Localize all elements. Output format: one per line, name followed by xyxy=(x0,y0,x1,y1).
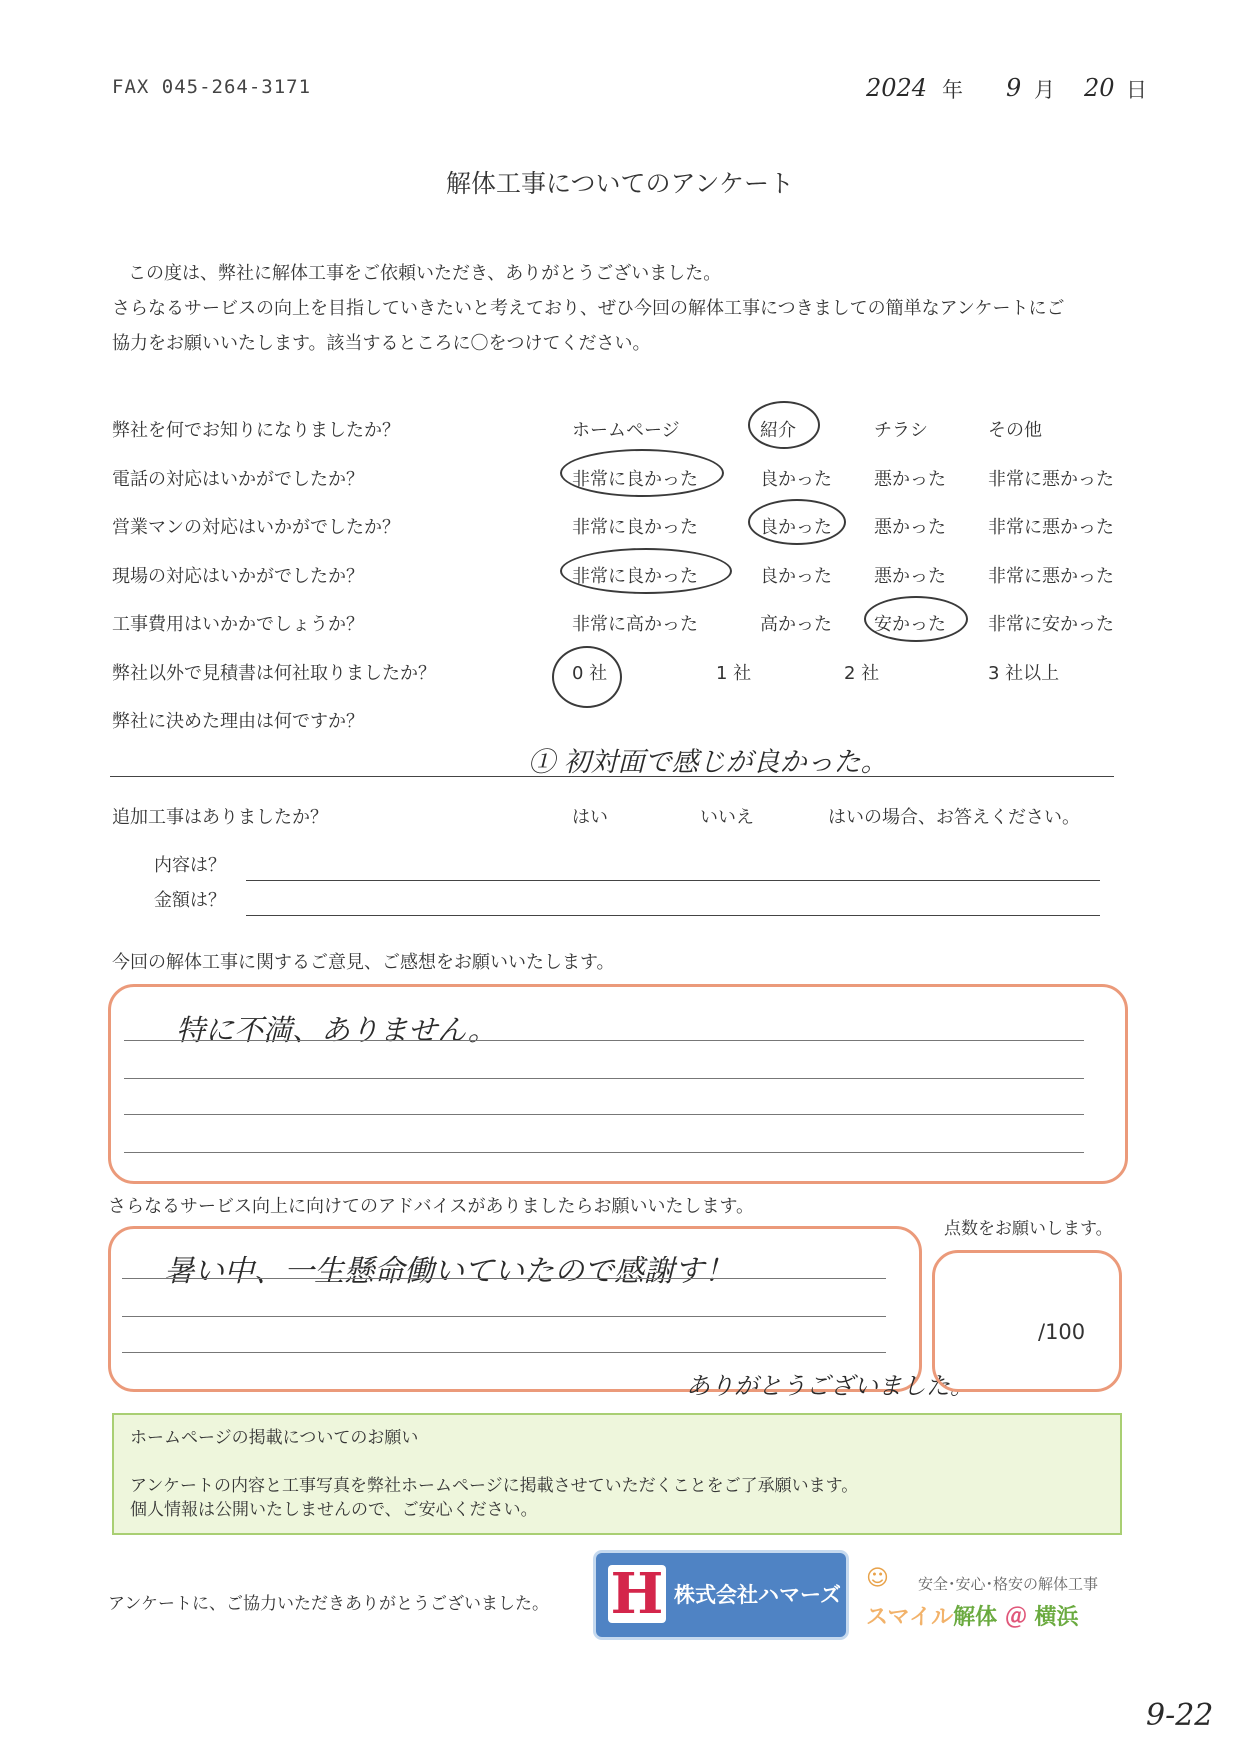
homepage-notice xyxy=(112,1413,1122,1535)
opinion-label: 今回の解体工事に関するご意見、ご感想をお願いいたします。 xyxy=(112,952,615,973)
question-label: 弊社を何でお知りになりましたか？ xyxy=(112,420,400,441)
advice-answer[interactable]: 暑い中、一生懸命働いていたので感謝す！ xyxy=(164,1254,734,1289)
date-year-unit: 年 xyxy=(942,78,963,102)
option[interactable]: 良かった xyxy=(760,566,832,587)
question-label: 工事費用はいかかでしょうか？ xyxy=(112,614,364,635)
footer-thanks: アンケートに、ご協力いただきありがとうございました。 xyxy=(108,1594,549,1614)
option[interactable]: 3 社以上 xyxy=(988,663,1060,684)
option-selected[interactable]: 紹介 xyxy=(760,420,796,441)
brand-part: 横浜 xyxy=(1034,1605,1079,1630)
selection-circle xyxy=(560,449,724,497)
reason-answer[interactable]: ① 初対面で感じが良かった。 xyxy=(528,747,888,778)
answer-line xyxy=(110,776,1114,777)
company-logo xyxy=(596,1553,846,1637)
intro-text xyxy=(112,256,1152,361)
page-title: 解体工事についてのアンケート xyxy=(445,169,794,198)
score-suffix: /100 xyxy=(1038,1320,1086,1344)
question-label: 弊社に決めた理由は何ですか？ xyxy=(112,711,364,732)
option[interactable]: 非常に悪かった xyxy=(988,566,1114,587)
option[interactable]: 悪かった xyxy=(874,517,946,538)
company-name: 株式会社ハマーズ xyxy=(674,1583,841,1607)
question-label: 電話の対応はいかがでしたか？ xyxy=(112,469,364,490)
question-label: 現場の対応はいかがでしたか？ xyxy=(112,566,364,587)
option-selected[interactable]: 0 社 xyxy=(572,663,608,684)
date-year: 2024 xyxy=(866,74,928,102)
score-box[interactable] xyxy=(932,1250,1122,1392)
brand-logo xyxy=(866,1600,1079,1631)
date-day-unit: 日 xyxy=(1126,78,1147,102)
option[interactable]: ホームページ xyxy=(572,420,680,441)
option[interactable]: 悪かった xyxy=(874,566,946,587)
option[interactable]: その他 xyxy=(988,420,1042,441)
intro-line: この度は、弊社に解体工事をご依頼いただき、ありがとうございました。 xyxy=(128,263,722,284)
option-selected[interactable]: 良かった xyxy=(760,517,832,538)
question-label: 弊社以外で見積書は何社取りましたか？ xyxy=(112,663,436,684)
option[interactable]: 非常に安かった xyxy=(988,614,1114,635)
option-selected[interactable]: 安かった xyxy=(874,614,946,635)
content-line[interactable] xyxy=(246,880,1100,881)
writing-line xyxy=(122,1316,886,1317)
intro-line: 協力をお願いいたします。該当するところに〇をつけてください。 xyxy=(112,333,651,354)
option[interactable]: 非常に良かった xyxy=(572,517,698,538)
option[interactable]: 非常に悪かった xyxy=(988,517,1114,538)
writing-line xyxy=(124,1040,1084,1041)
brand-part: 解体 xyxy=(953,1605,998,1630)
additional-note: はいの場合、お答えください。 xyxy=(828,807,1080,828)
notice-title: ホームページの掲載についてのお願い xyxy=(130,1428,419,1448)
date-day: 20 xyxy=(1084,74,1115,102)
question-label: 営業マンの対応はいかがでしたか？ xyxy=(112,517,400,538)
option[interactable]: チラシ xyxy=(874,420,928,441)
date-month: 9 xyxy=(1006,74,1022,102)
notice-line: アンケートの内容と工事写真を弊社ホームページに掲載させていただくことをご了承願います。 xyxy=(130,1476,859,1496)
intro-line: さらなるサービスの向上を目指していきたいと考えており、ぜひ今回の解体工事につきましての簡単なアンケートにご xyxy=(112,298,1065,319)
writing-line xyxy=(124,1114,1084,1115)
question-label: 追加工事はありましたか？ xyxy=(112,807,328,828)
option-yes[interactable]: はい xyxy=(572,807,608,828)
option[interactable]: 高かった xyxy=(760,614,832,635)
amount-label: 金額は？ xyxy=(154,890,226,911)
option[interactable]: 2 社 xyxy=(844,663,880,684)
amount-line[interactable] xyxy=(246,915,1100,916)
date-month-unit: 月 xyxy=(1034,78,1055,102)
writing-line xyxy=(124,1152,1084,1153)
option[interactable]: 良かった xyxy=(760,469,832,490)
writing-line xyxy=(124,1078,1084,1079)
notice-line: 個人情報は公開いたしませんので、ご安心ください。 xyxy=(130,1500,538,1520)
brand-tagline: 安全･安心･格安の解体工事 xyxy=(918,1575,1099,1593)
brand-part: スマイル xyxy=(866,1605,954,1630)
smile-face-icon: ☺ xyxy=(866,1566,889,1591)
writing-line xyxy=(122,1278,886,1279)
fax-number: FAX 045-264-3171 xyxy=(112,76,312,98)
option-no[interactable]: いいえ xyxy=(700,807,754,828)
option[interactable]: 非常に悪かった xyxy=(988,469,1114,490)
selection-circle xyxy=(748,401,820,449)
brand-part: ＠ xyxy=(1004,1605,1027,1630)
selection-circle xyxy=(552,646,622,708)
h-logo-icon: H xyxy=(608,1565,666,1623)
selection-circle xyxy=(748,499,846,545)
page-mark: 9-22 xyxy=(1146,1698,1214,1733)
option[interactable]: 非常に高かった xyxy=(572,614,698,635)
option-selected[interactable]: 非常に良かった xyxy=(572,566,698,587)
selection-circle xyxy=(864,596,968,642)
content-label: 内容は？ xyxy=(154,855,226,876)
advice-label: さらなるサービス向上に向けてのアドバイスがありましたらお願いいたします。 xyxy=(108,1196,755,1217)
writing-line xyxy=(122,1352,886,1353)
handwritten-thanks: ありがとうございました。 xyxy=(686,1372,974,1400)
option-selected[interactable]: 非常に良かった xyxy=(572,469,698,490)
option[interactable]: 悪かった xyxy=(874,469,946,490)
option[interactable]: 1 社 xyxy=(716,663,752,684)
score-label: 点数をお願いします。 xyxy=(944,1219,1113,1239)
selection-circle xyxy=(560,548,732,594)
opinion-answer[interactable]: 特に不満、ありません。 xyxy=(176,1013,497,1047)
